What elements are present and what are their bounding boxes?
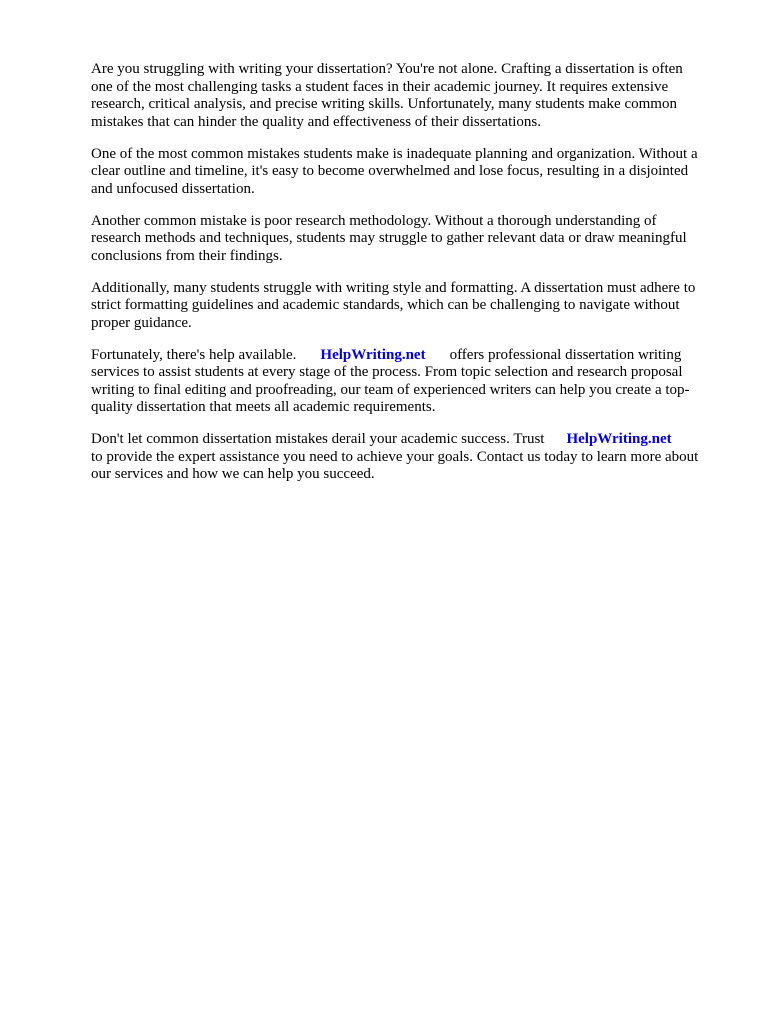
- paragraph-intro: Are you struggling with writing your dissertation? You're not alone. Crafting a dissertation is often one of the most challenging tasks a student faces in their academic journey. It requires extensive research, critical analysis, and precise writing skills. Unfortunately, many students make common mistakes that can hinder the quality and effectiveness of their dissertations.: [91, 61, 683, 130]
- paragraph-closing-lead: Don't let common dissertation mistakes derail your academic success. Trust: [91, 431, 545, 447]
- paragraph-methodology: Another common mistake is poor research methodology. Without a thorough understanding of research methods and techniques, students may struggle to gather relevant data or draw meaningful conclusions from their findings.: [91, 212, 687, 264]
- paragraph-planning: One of the most common mistakes students make is inadequate planning and organization. Without a clear outline and timeline, it's easy to become overwhelmed and lose focus, resulting in a disjointed and unfocused dissertation.: [91, 145, 698, 197]
- paragraph-help-rest: offers professional dissertation writing services to assist students at every stage of the process. From topic selection and research proposal writing to final editing and proofreading, our team of experienced writers can help you create a top- quality dissertation that meets all academic requirements.: [91, 346, 690, 415]
- paragraph-closing: [91, 431, 721, 484]
- paragraph-help: [91, 347, 721, 417]
- paragraph-closing-rest: to provide the expert assistance you need to achieve your goals. Contact us today to learn more about our services and how we can help you succeed.: [91, 448, 699, 482]
- paragraph-formatting: Additionally, many students struggle with writing style and formatting. A dissertation must adhere to strict formatting guidelines and academic standards, which can be challenging to navigate without proper guidance.: [91, 279, 696, 331]
- helpwriting-link[interactable]: HelpWriting.net: [320, 346, 426, 363]
- document-body: [91, 61, 721, 498]
- helpwriting-link-closing[interactable]: HelpWriting.net: [566, 431, 672, 447]
- paragraph-help-lead: Fortunately, there's help available.: [91, 346, 297, 363]
